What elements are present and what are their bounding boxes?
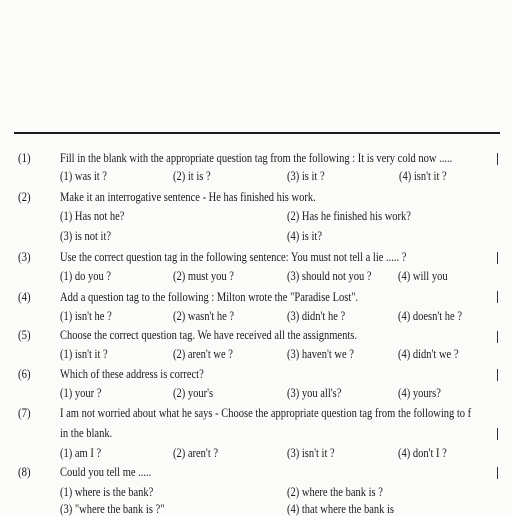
question-stem: Choose the correct question tag. We have received all the assignments. (60, 328, 357, 342)
question-number: (1) (18, 151, 31, 165)
option: (4) yours? (398, 386, 441, 400)
option: (3) haven't we ? (287, 347, 354, 361)
option: (3) "where the bank is ?" (60, 502, 165, 516)
option: (3) should not you ? (287, 269, 372, 283)
option: (1) your ? (60, 386, 102, 400)
question-number: (4) (18, 290, 31, 304)
option: (2) must you ? (173, 269, 234, 283)
question-number: (7) (18, 406, 31, 420)
margin-mark (497, 369, 498, 381)
option: (2) Has he finished his work? (287, 209, 411, 223)
option: (2) your's (173, 386, 214, 400)
question-stem: Make it an interrogative sentence - He has finished his work. (60, 190, 316, 204)
question-number: (8) (18, 465, 31, 479)
margin-mark (497, 252, 498, 264)
option: (4) will you (398, 269, 448, 283)
margin-mark (497, 153, 498, 165)
question-number: (5) (18, 328, 31, 342)
question-stem: Use the correct question tag in the following sentence: You must not tell a lie ..... ? (60, 250, 407, 264)
question-stem-continued: in the blank. (60, 426, 113, 440)
option: (1) isn't he ? (60, 309, 112, 323)
option: (4) is it? (287, 229, 323, 243)
option: (2) wasn't he ? (173, 309, 235, 323)
option: (3) isn't it ? (287, 446, 335, 460)
option: (1) isn't it ? (60, 347, 108, 361)
margin-mark (497, 291, 498, 303)
question-stem: Add a question tag to the following : Milton wrote the "Paradise Lost". (60, 290, 359, 304)
option: (2) it is ? (173, 169, 211, 183)
margin-mark (497, 331, 498, 343)
option: (1) was it ? (60, 169, 107, 183)
option: (1) where is the bank? (60, 485, 154, 499)
option: (3) didn't he ? (287, 309, 346, 323)
option: (1) Has not he? (60, 209, 125, 223)
option: (1) am I ? (60, 446, 102, 460)
question-number: (2) (18, 190, 31, 204)
question-number: (6) (18, 367, 31, 381)
option: (4) didn't we ? (398, 347, 459, 361)
option: (4) doesn't he ? (398, 309, 462, 323)
option: (3) is it ? (287, 169, 325, 183)
option: (2) where the bank is ? (287, 485, 383, 499)
question-stem: Fill in the blank with the appropriate question tag from the following : It is very cold now ..... (60, 151, 453, 165)
option: (3) is not it? (60, 229, 112, 243)
margin-mark (497, 428, 498, 440)
option: (4) isn't it ? (399, 169, 447, 183)
margin-mark (497, 467, 498, 479)
option: (2) aren't we ? (173, 347, 233, 361)
option: (3) you all's? (287, 386, 342, 400)
option: (2) aren't ? (173, 446, 219, 460)
question-stem: Could you tell me ..... (60, 465, 152, 479)
question-number: (3) (18, 250, 31, 264)
option: (1) do you ? (60, 269, 112, 283)
option: (4) don't I ? (398, 446, 447, 460)
question-stem: I am not worried about what he says - Choose the appropriate question tag from the following to f (60, 406, 472, 420)
option: (4) that where the bank is (287, 502, 395, 516)
question-stem: Which of these address is correct? (60, 367, 204, 381)
